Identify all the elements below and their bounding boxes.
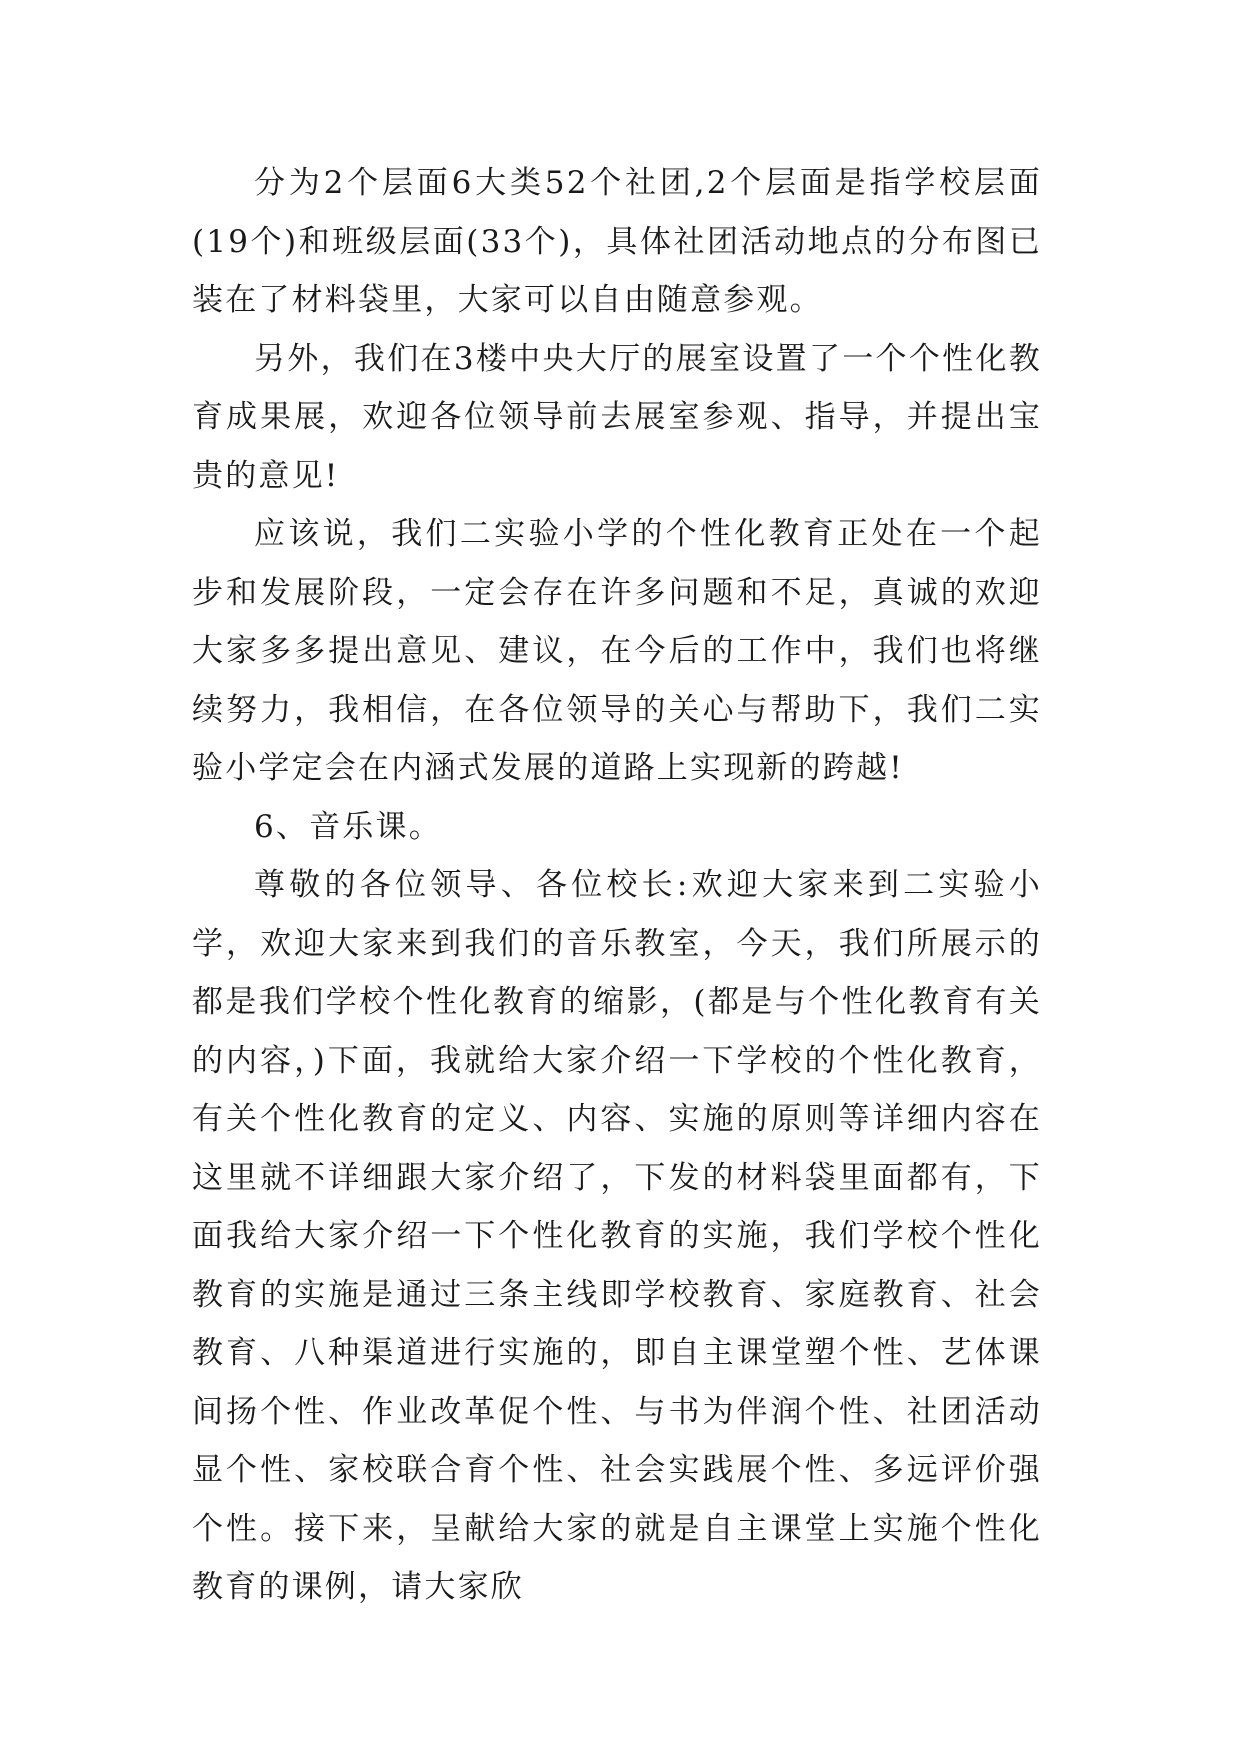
paragraph-development-stage: 应该说，我们二实验小学的个性化教育正处在一个起步和发展阶段，一定会存在许多问题和不足，真诚的欢迎大家多多提出意见、建议，在今后的工作中，我们也将继续努力，我相信，在各位领导的关心与帮助下，我们二实验小学定会在内涵式发展的道路上实现新的跨越! (192, 516, 1042, 786)
section-heading-music-class: 6、音乐课。 (254, 808, 442, 845)
document-page (192, 154, 1042, 1617)
paragraph-music-class-speech: 尊敬的各位领导、各位校长:欢迎大家来到二实验小学，欢迎大家来到我们的音乐教室，今天，我们所展示的都是我们学校个性化教育的缩影，(都是与个性化教育有关的内容，)下面，我就给大家介绍一下学校的个性化教育，有关个性化教育的定义、内容、实施的原则等详细内容在这里就不详细跟大家介绍了，下发的材料袋里面都有，下面我给大家介绍一下个性化教育的实施，我们学校个性化教育的实施是通过三条主线即学校教育、家庭教育、社会教育、八种渠道进行实施的，即自主课堂塑个性、艺体课间扬个性、作业改革促个性、与书为伴润个性、社团活动显个性、家校联合育个性、社会实践展个性、多远评价强个性。接下来，呈献给大家的就是自主课堂上实施个性化教育的课例，请大家欣 (192, 867, 1042, 1605)
paragraph-club-layers: 分为2个层面6大类52个社团,2个层面是指学校层面(19个)和班级层面(33个)，具体社团活动地点的分布图已装在了材料袋里，大家可以自由随意参观。 (192, 165, 1042, 318)
paragraph-exhibition: 另外，我们在3楼中央大厅的展室设置了一个个性化教育成果展，欢迎各位领导前去展室参观、指导，并提出宝贵的意见! (192, 340, 1042, 494)
